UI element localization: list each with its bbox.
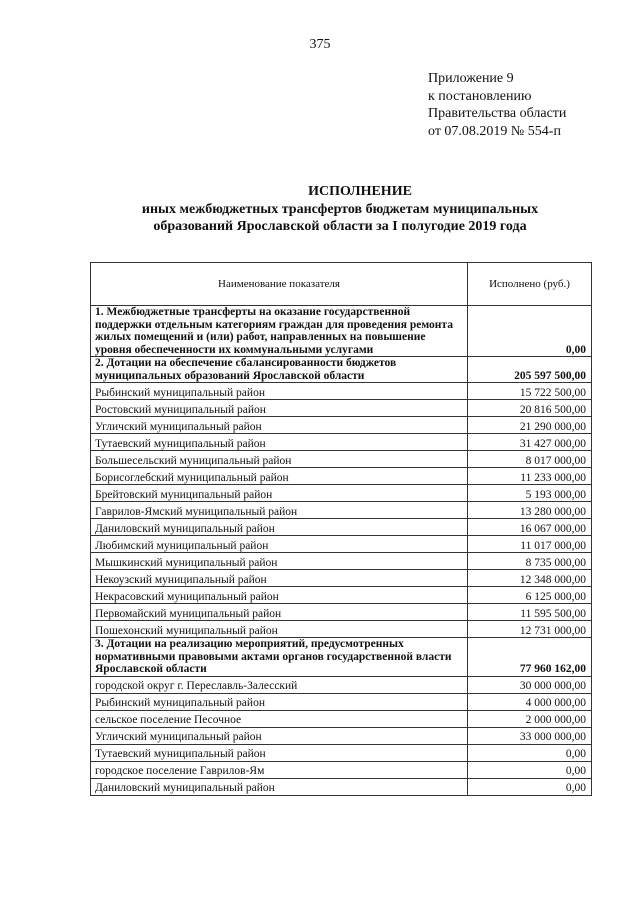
title-line: образований Ярославской области за I полугодие 2019 года	[153, 219, 527, 234]
appendix-line: Приложение 9	[428, 71, 514, 86]
appendix-line: Правительства области	[428, 106, 567, 121]
section-row	[91, 638, 592, 677]
row-name-cell: Рыбинский муниципальный район	[91, 693, 468, 710]
row-value-cell: 205 597 500,00	[468, 357, 592, 383]
table-row	[91, 744, 592, 761]
row-name-cell: Гаврилов-Ямский муниципальный район	[91, 502, 468, 519]
title-line: иных межбюджетных трансфертов бюджетам муниципальных	[141, 201, 539, 217]
row-value-cell: 12 348 000,00	[468, 570, 592, 587]
table-row	[91, 553, 592, 570]
table-row	[91, 383, 592, 400]
table-header-row	[91, 263, 592, 306]
row-name-cell: Даниловский муниципальный район	[91, 519, 468, 536]
row-value-cell: 11 595 500,00	[468, 604, 592, 621]
row-value-cell: 0,00	[468, 778, 592, 795]
row-value-cell: 11 233 000,00	[468, 468, 592, 485]
table-row	[91, 727, 592, 744]
document-title	[90, 183, 590, 236]
table-row	[91, 434, 592, 451]
table-row	[91, 587, 592, 604]
table-row	[91, 468, 592, 485]
row-name-cell: Большесельский муниципальный район	[91, 451, 468, 468]
table-row	[91, 451, 592, 468]
row-name-cell: Угличский муниципальный район	[91, 727, 468, 744]
row-name-cell: 3. Дотации на реализацию мероприятий, предусмотренных нормативными правовыми актами органов государственной власти Ярославской области	[91, 638, 468, 677]
table-row	[91, 693, 592, 710]
table-row	[91, 570, 592, 587]
row-value-cell: 0,00	[468, 306, 592, 357]
row-name-cell: Брейтовский муниципальный район	[91, 485, 468, 502]
row-value-cell: 21 290 000,00	[468, 417, 592, 434]
table-row	[91, 400, 592, 417]
table-row	[91, 536, 592, 553]
execution-table	[90, 262, 592, 796]
row-value-cell: 8 735 000,00	[468, 553, 592, 570]
table-row	[91, 502, 592, 519]
row-name-cell: Любимский муниципальный район	[91, 536, 468, 553]
table-row	[91, 676, 592, 693]
row-name-cell: 2. Дотации на обеспечение сбалансированности бюджетов муниципальных образований Ярославской области	[91, 357, 468, 383]
row-value-cell: 0,00	[468, 761, 592, 778]
table-row	[91, 604, 592, 621]
section-row	[91, 357, 592, 383]
appendix-line: от 07.08.2019 № 554-п	[428, 123, 561, 139]
row-value-cell: 15 722 500,00	[468, 383, 592, 400]
row-name-cell: Даниловский муниципальный район	[91, 778, 468, 795]
row-value-cell: 6 125 000,00	[468, 587, 592, 604]
appendix-block	[428, 70, 566, 140]
table-row	[91, 778, 592, 795]
table-row	[91, 761, 592, 778]
row-name-cell: городское поселение Гаврилов-Ям	[91, 761, 468, 778]
page-number: 375	[309, 37, 331, 52]
row-value-cell: 20 816 500,00	[468, 400, 592, 417]
section-row	[91, 306, 592, 357]
table-row	[91, 485, 592, 502]
row-name-cell: 1. Межбюджетные трансферты на оказание государственной поддержки отдельным категориям граждан для проведения ремонта жилых помещений и (или) работ, направленных на повышение уровня обеспеченности их коммунальными услугами	[91, 306, 468, 357]
row-name-cell: Мышкинский муниципальный район	[91, 553, 468, 570]
column-header-executed: Исполнено (руб.)	[468, 263, 592, 306]
row-value-cell: 13 280 000,00	[468, 502, 592, 519]
row-value-cell: 30 000 000,00	[468, 676, 592, 693]
column-header-name: Наименование показателя	[91, 263, 468, 306]
row-value-cell: 8 017 000,00	[468, 451, 592, 468]
row-value-cell: 33 000 000,00	[468, 727, 592, 744]
row-name-cell: Борисоглебский муниципальный район	[91, 468, 468, 485]
row-value-cell: 16 067 000,00	[468, 519, 592, 536]
row-value-cell: 4 000 000,00	[468, 693, 592, 710]
table-row	[91, 710, 592, 727]
row-name-cell: сельское поселение Песочное	[91, 710, 468, 727]
row-name-cell: Пошехонский муниципальный район	[91, 621, 468, 638]
row-name-cell: Тутаевский муниципальный район	[91, 434, 468, 451]
row-name-cell: Угличский муниципальный район	[91, 417, 468, 434]
title-line: ИСПОЛНЕНИЕ	[308, 184, 412, 199]
row-name-cell: Некоузский муниципальный район	[91, 570, 468, 587]
row-value-cell: 77 960 162,00	[468, 638, 592, 677]
table-row	[91, 519, 592, 536]
row-value-cell: 5 193 000,00	[468, 485, 592, 502]
row-value-cell: 0,00	[468, 744, 592, 761]
row-value-cell: 31 427 000,00	[468, 434, 592, 451]
row-value-cell: 2 000 000,00	[468, 710, 592, 727]
row-name-cell: Тутаевский муниципальный район	[91, 744, 468, 761]
appendix-line: к постановлению	[428, 88, 532, 104]
row-value-cell: 11 017 000,00	[468, 536, 592, 553]
row-name-cell: городской округ г. Переславль-Залесский	[91, 676, 468, 693]
table-row	[91, 621, 592, 638]
row-name-cell: Ростовский муниципальный район	[91, 400, 468, 417]
row-name-cell: Рыбинский муниципальный район	[91, 383, 468, 400]
row-value-cell: 12 731 000,00	[468, 621, 592, 638]
table-row	[91, 417, 592, 434]
row-name-cell: Некрасовский муниципальный район	[91, 587, 468, 604]
row-name-cell: Первомайский муниципальный район	[91, 604, 468, 621]
